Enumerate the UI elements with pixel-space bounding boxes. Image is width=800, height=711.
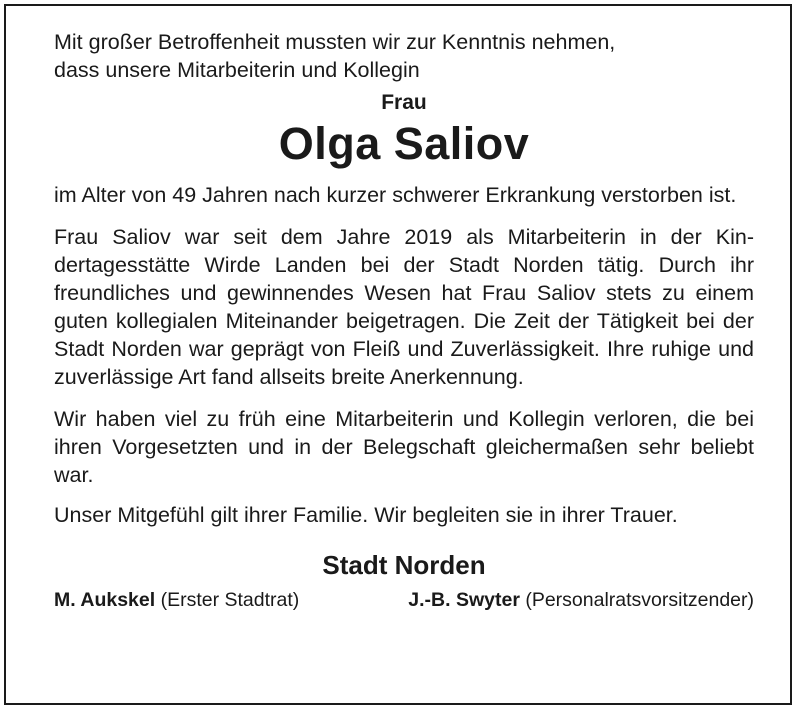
paragraph-age: im Alter von 49 Jahren nach kurzer schwerer Erkrankung verstorben ist. (54, 183, 737, 207)
paragraph-loss: Wir haben viel zu früh eine Mitarbeiterin und Kollegin verloren, die bei ihren Vorgesetzten und in der Belegschaft gleichermaßen sehr beliebt war. (54, 407, 754, 487)
intro-line-2: dass unsere Mitarbeiterin und Kollegin (54, 58, 420, 82)
signer-2 (408, 587, 754, 613)
signer-1 (54, 587, 299, 613)
signer-1-role: (Erster Stadtrat) (160, 589, 300, 611)
paragraph-condolence: Unser Mitgefühl gilt ihrer Familie. Wir begleiten sie in ihrer Trauer. (54, 503, 678, 527)
salutation: Frau (381, 91, 427, 114)
signers-row (54, 587, 754, 613)
deceased-name: Olga Saliov (278, 118, 530, 169)
signer-2-name: J.-B. Swyter (408, 589, 520, 611)
signing-organization: Stadt Norden (322, 550, 486, 580)
intro-text (54, 28, 754, 84)
obituary-notice (54, 28, 754, 613)
signer-2-role: (Personalratsvorsitzender) (525, 589, 754, 611)
paragraph-employment: Frau Saliov war seit dem Jahre 2019 als Mitarbeiterin in der Kindertagesstätte Wirde Landen bei der Stadt Norden tätig. Durch ihr freundliches und gewinnendes Wesen hat Frau Saliov stets zu einem guten kollegialen Miteinander beigetragen. Die Zeit der Tätigkeit bei der Stadt Norden war geprägt von Fleiß und Zuverlässigkeit. Ihre ruhige und zuverlässige Art fand allseits breite Anerkennung. (54, 225, 754, 389)
intro-line-1: Mit großer Betroffenheit mussten wir zur Kenntnis nehmen, (54, 30, 616, 54)
signer-1-name: M. Aukskel (54, 589, 156, 611)
